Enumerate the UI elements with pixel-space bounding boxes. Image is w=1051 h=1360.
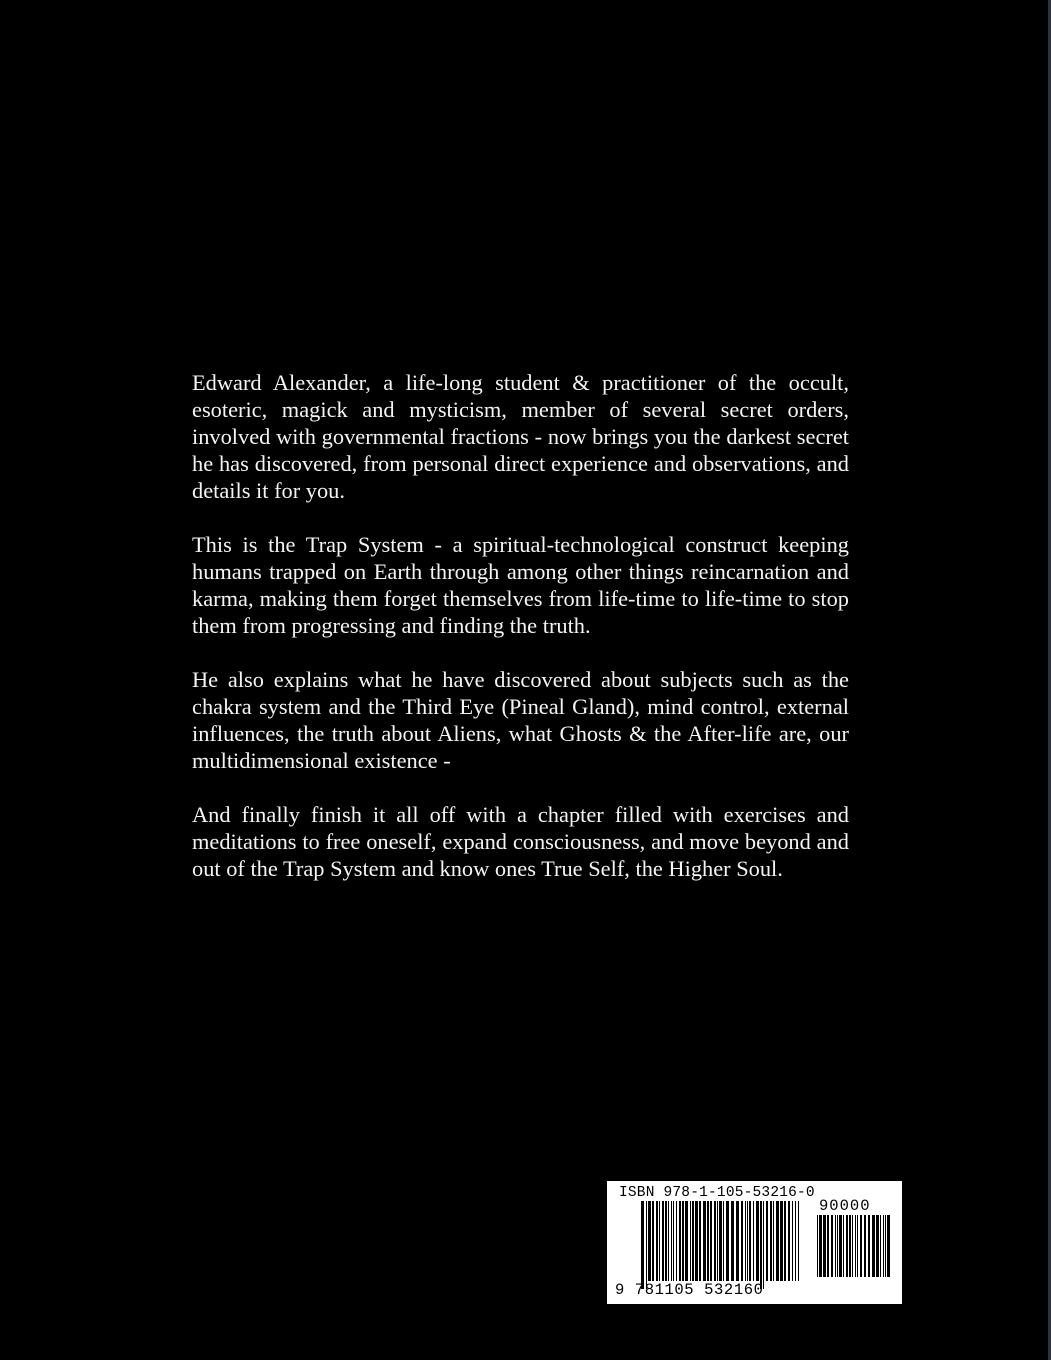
barcode-bar [868,1215,870,1277]
barcode-bar [860,1215,862,1277]
ean-digits: 9 781105 532160 [615,1281,764,1299]
barcode-bar [784,1201,786,1281]
barcode-bar [673,1201,674,1281]
barcode-bar [876,1215,879,1277]
barcode-bar [798,1201,799,1281]
barcode-bar [671,1201,672,1281]
barcode-bar [855,1215,856,1277]
barcode-bar [668,1201,669,1281]
barcode-bar [690,1201,691,1281]
blurb-paragraph: And finally finish it all off with a chapter filled with exercises and meditations to free oneself, expand consciousness, and move beyond and out of the Trap System and know ones True Self, the Higher Soul. [192,802,849,881]
barcode-bar [846,1215,848,1277]
barcode-bar [736,1201,739,1281]
barcode-bar [887,1215,890,1277]
barcode-bar [646,1201,647,1289]
barcode-bar [843,1215,844,1277]
isbn-barcode [607,1181,902,1304]
barcode-bar [780,1201,783,1281]
barcode-bar [849,1215,851,1277]
barcode-bar [760,1201,762,1289]
barcode-bar [726,1201,729,1281]
barcode-bar [676,1201,677,1281]
barcode-bar [872,1215,875,1277]
barcode-bar [699,1201,701,1281]
barcode-bar [839,1215,842,1277]
price-code: 90000 [819,1197,871,1215]
barcode-bar [731,1201,734,1281]
barcode-bar [745,1201,746,1281]
barcode-bar [883,1215,884,1277]
barcode-bar [880,1215,881,1277]
barcode-bar [703,1201,706,1281]
barcode-bar [714,1201,716,1281]
barcode-bar [837,1215,838,1277]
barcode-bar [792,1201,793,1281]
barcode-bar [770,1201,772,1281]
barcode-bar [831,1215,833,1277]
barcode-bar [679,1201,681,1281]
barcode-bar [682,1201,684,1281]
barcode-bar [766,1201,768,1281]
barcode-bar [823,1215,826,1277]
barcode-bar [852,1215,853,1277]
barcode-bar [692,1201,694,1281]
barcode-bar [652,1201,654,1281]
barcode-bar [776,1201,779,1281]
barcode-bar [741,1201,743,1281]
barcode-bar [795,1201,796,1281]
barcode-bar [749,1201,751,1281]
blurb-paragraph: Edward Alexander, a life-long student & practitioner of the occult, esoteric, magick and mysticism, member of several secret orders, involved with governmental fractions - now brings you the darkest secret he has discovered, from personal direct experience and observations, and details it for you. [192,370,849,503]
barcode-bar [885,1215,886,1277]
barcode-bar [659,1201,660,1281]
barcode-bar [827,1215,829,1277]
barcode-bar [756,1201,759,1281]
barcode-bar [747,1201,748,1281]
barcode-bar [685,1201,688,1281]
barcode-bar [662,1201,664,1281]
blurb-paragraph: He also explains what he have discovered about subjects such as the chakra system and the Third Eye (Pineal Gland), mind control, external influences, the truth about Aliens, what Ghosts & the After-life are, our multidimensional existence - [192,667,849,773]
barcode-bar [710,1201,712,1281]
barcode-bar [763,1201,764,1289]
ean-barcode-bars [641,1201,801,1289]
blurb-paragraph: This is the Trap System - a spiritual-technological construct keeping humans trapped on Earth through among other things reincarnation and karma, making them forget themselves from life-time to life-time to stop them from progressing and finding the truth. [192,532,849,638]
addon-barcode-bars [817,1215,892,1285]
barcode-bar [723,1201,724,1281]
barcode-bar [817,1215,818,1277]
isbn-label: ISBN 978-1-105-53216-0 [619,1185,815,1201]
barcode-bar [773,1201,774,1281]
barcode-bar [641,1201,644,1289]
barcode-bar [864,1215,866,1277]
barcode-bar [695,1201,698,1281]
barcode-bar [665,1201,667,1281]
barcode-bar [753,1201,754,1281]
back-cover-blurb [192,369,849,909]
barcode-bar [648,1201,651,1281]
barcode-bar [707,1201,709,1281]
barcode-bar [788,1201,790,1281]
barcode-bar [857,1215,858,1277]
barcode-bar [719,1201,722,1281]
barcode-bar [656,1201,658,1281]
barcode-bar [835,1215,836,1277]
barcode-bar [819,1215,822,1277]
barcode-bar [717,1201,718,1281]
